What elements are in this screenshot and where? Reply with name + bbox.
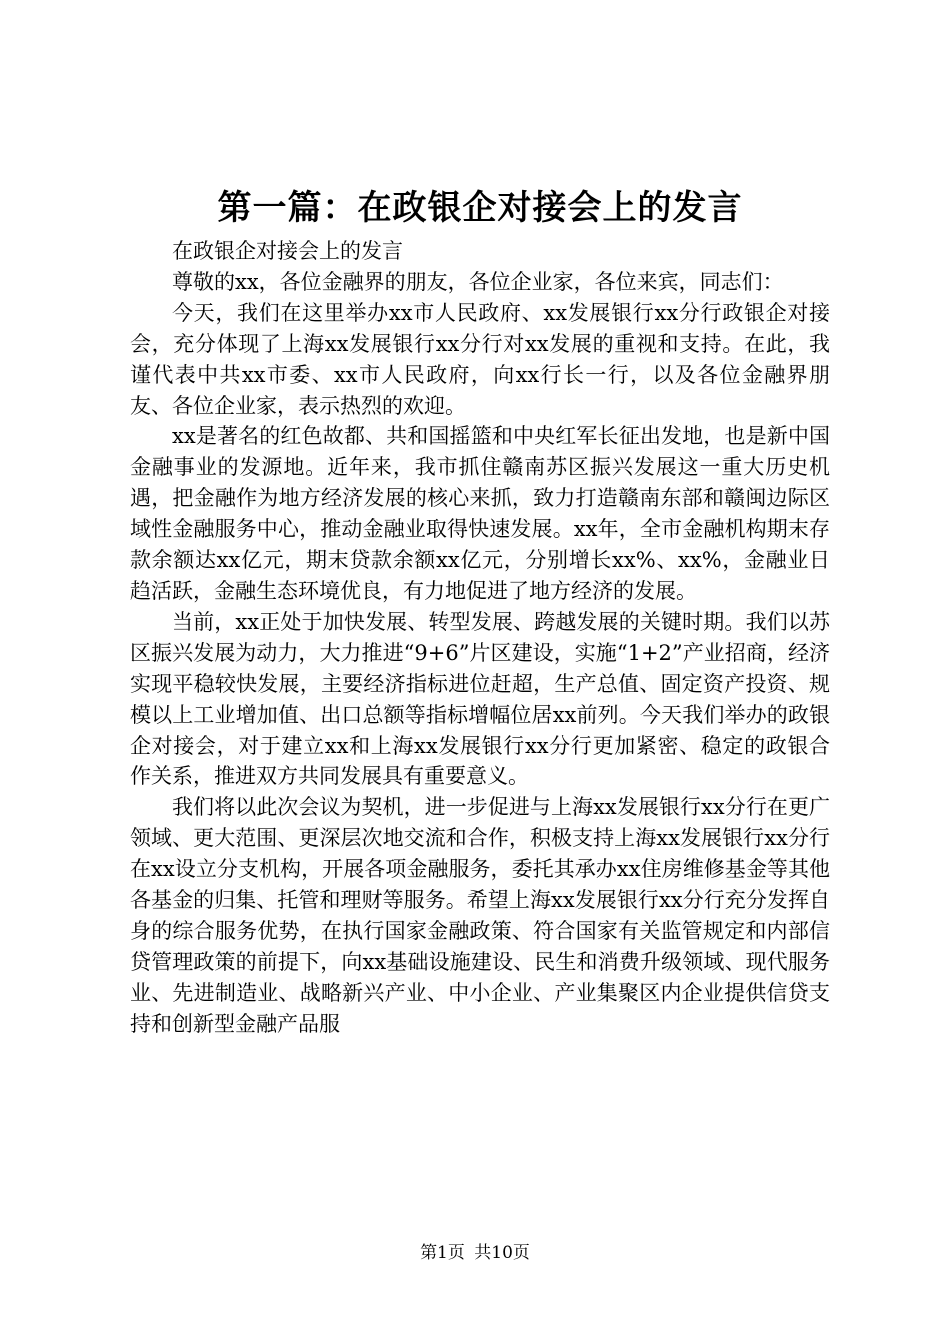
page-total: 共10页 <box>474 1243 530 1263</box>
page-number: 第1页 <box>420 1243 465 1263</box>
paragraph: xx是著名的红色故都、共和国摇篮和中央红军长征出发地，也是新中国金融事业的发源地。近年来，我市抓住赣南苏区振兴发展这一重大历史机遇，把金融作为地方经济发展的核心来抓，致力打造赣南东部和赣闽边际区域性金融服务中心，推动金融业取得快速发展。xx年，全市金融机构期末存款余额达xx亿元，期末贷款余额xx亿元，分别增长xx%、xx%，金融业日趋活跃，金融生态环境优良，有力地促进了地方经济的发展。 <box>130 424 830 603</box>
page-footer <box>0 1242 950 1264</box>
document-body <box>130 236 830 1040</box>
paragraph-salutation: 尊敬的xx，各位金融界的朋友，各位企业家，各位来宾，同志们： <box>172 269 784 294</box>
paragraph: 当前，xx正处于加快发展、转型发展、跨越发展的关键时期。我们以苏区振兴发展为动力，大力推进“9+6”片区建设，实施“1+2”产业招商，经济实现平稳较快发展，主要经济指标进位赶超，生产总值、固定资产投资、规模以上工业增加值、出口总额等指标增幅位居xx前列。今天我们举办的政银企对接会，对于建立xx和上海xx发展银行xx分行更加紧密、稳定的政银合作关系，推进双方共同发展具有重要意义。 <box>130 609 830 789</box>
document-title: 第一篇：在政银企对接会上的发言 <box>217 188 743 228</box>
paragraph-subtitle: 在政银企对接会上的发言 <box>172 239 403 263</box>
paragraph: 今天，我们在这里举办xx市人民政府、xx发展银行xx分行政银企对接会，充分体现了上海xx发展银行xx分行对xx发展的重视和支持。在此，我谨代表中共xx市委、xx市人民政府，向xx行长一行，以及各位金融界朋友、各位企业家，表示热烈的欢迎。 <box>130 300 830 418</box>
paragraph: 我们将以此次会议为契机，进一步促进与上海xx发展银行xx分行在更广领域、更大范围、更深层次地交流和合作，积极支持上海xx发展银行xx分行在xx设立分支机构，开展各项金融服务，委托其承办xx住房维修基金等其他各基金的归集、托管和理财等服务。希望上海xx发展银行xx分行充分发挥自身的综合服务优势，在执行国家金融政策、符合国家有关监管规定和内部信贷管理政策的前提下，向xx基础设施建设、民生和消费升级领域、现代服务业、先进制造业、战略新兴产业、中小企业、产业集聚区内企业提供信贷支持和创新型金融产品服 <box>130 795 830 1036</box>
